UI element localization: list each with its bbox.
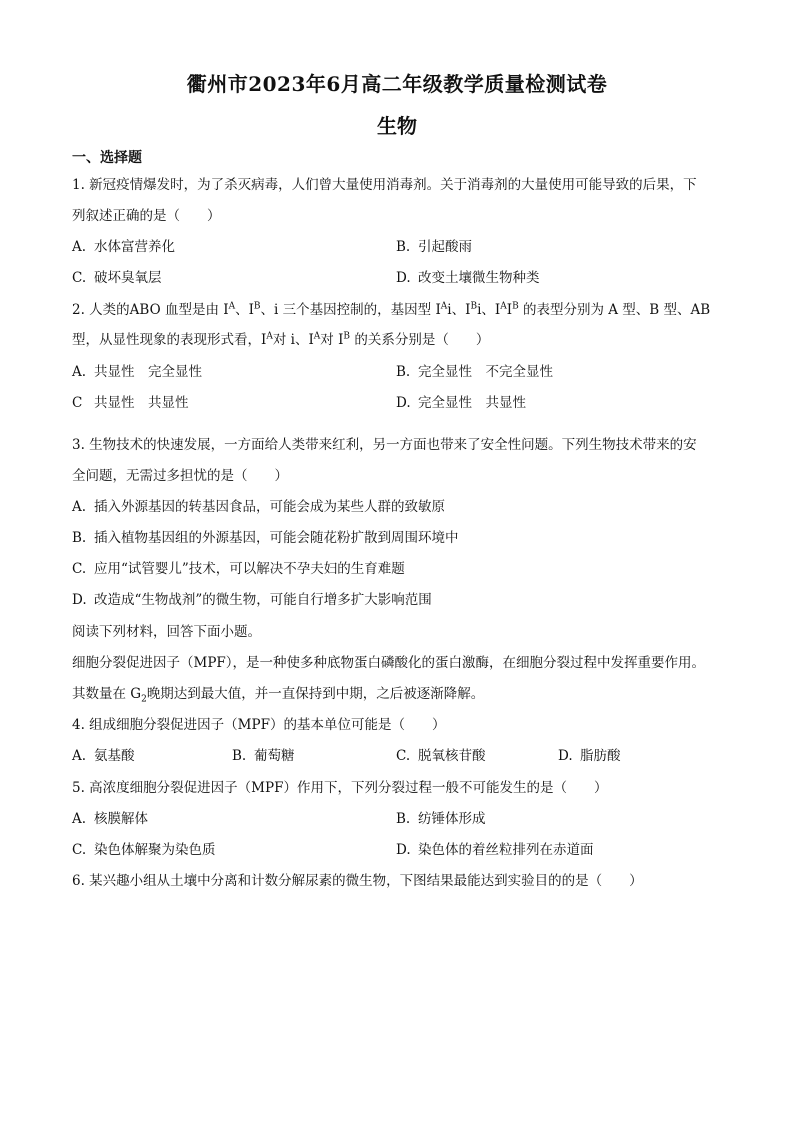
q2-option-c[interactable]: C 共显性 共显性 [72, 395, 189, 411]
q1-stem-line2: 列叙述正确的是（ ） [72, 208, 221, 224]
q5-option-d[interactable]: D. 染色体的着丝粒排列在赤道面 [396, 842, 594, 858]
q2-option-b[interactable]: B. 完全显性 不完全显性 [396, 364, 553, 380]
q4-option-b[interactable]: B. 葡萄糖 [232, 748, 295, 764]
q4-option-a[interactable]: A. 氨基酸 [72, 748, 135, 764]
q2-stem-line1: 2. 人类的ABO 血型是由 $I^A$、$I^B$、i 三个基因控制的，基因型 $I^Ai$、$I^Bi$、$I^AI^B$ 的表型分别为 A 型、B 型、AB [72, 301, 711, 318]
material-intro: 阅读下列材料，回答下面小题。 [72, 624, 261, 640]
q6-stem: 6. 某兴趣小组从土壤中分离和计数分解尿素的微生物，下图结果最能达到实验目的的是（ ） [72, 873, 643, 889]
q3-option-c[interactable]: C. 应用“试管婴儿”技术，可以解决不孕夫妇的生育难题 [72, 561, 405, 577]
q4-stem: 4. 组成细胞分裂促进因子（MPF）的基本单位可能是（ ） [72, 717, 446, 733]
q1-option-b[interactable]: B. 引起酸雨 [396, 239, 472, 255]
q1-option-a[interactable]: A. 水体富营养化 [72, 239, 175, 255]
subject-title: 生物 [377, 114, 417, 138]
q3-option-b[interactable]: B. 插入植物基因组的外源基因，可能会随花粉扩散到周围环境中 [72, 530, 459, 546]
q4-option-d[interactable]: D. 脂肪酸 [558, 748, 621, 764]
q5-stem: 5. 高浓度细胞分裂促进因子（MPF）作用下，下列分裂过程一般不可能发生的是（ ） [72, 780, 608, 796]
q3-option-d[interactable]: D. 改造成“生物战剂”的微生物，可能自行增多扩大影响范围 [72, 592, 432, 608]
q2-stem-line2: 型，从显性现象的表现形式看，$I^A$对 i、$I^A$对 $I^B$ 的关系分别是（ ） [72, 331, 490, 348]
q1-stem-line1: 1. 新冠疫情爆发时，为了杀灭病毒，人们曾大量使用消毒剂。关于消毒剂的大量使用可能导致的后果，下 [72, 177, 697, 193]
q3-stem-line2: 全问题，无需过多担忧的是（ ） [72, 468, 288, 484]
q3-stem-line1: 3. 生物技术的快速发展，一方面给人类带来红利，另一方面也带来了安全性问题。下列生物技术带来的安 [72, 437, 697, 453]
q2-option-a[interactable]: A. 共显性 完全显性 [72, 364, 202, 380]
q1-option-c[interactable]: C. 破坏臭氧层 [72, 270, 162, 286]
section-heading: 一、选择题 [72, 150, 142, 166]
q1-option-d[interactable]: D. 改变土壤微生物种类 [396, 270, 540, 286]
material-line2: 其数量在 $G_2$晚期达到最大值，并一直保持到中期，之后被逐渐降解。 [72, 686, 485, 705]
q4-option-c[interactable]: C. 脱氧核苷酸 [396, 748, 486, 764]
q2-option-d[interactable]: D. 完全显性 共显性 [396, 395, 526, 411]
q5-option-b[interactable]: B. 纺锤体形成 [396, 811, 486, 827]
exam-title: 衢州市2023年6月高二年级教学质量检测试卷 [186, 72, 608, 96]
q5-option-c[interactable]: C. 染色体解聚为染色质 [72, 842, 216, 858]
q3-option-a[interactable]: A. 插入外源基因的转基因食品，可能会成为某些人群的致敏原 [72, 499, 445, 515]
material-line1: 细胞分裂促进因子（MPF），是一种使多种底物蛋白磷酸化的蛋白激酶，在细胞分裂过程中发挥重要作用。 [72, 655, 706, 671]
q5-option-a[interactable]: A. 核膜解体 [72, 811, 148, 827]
